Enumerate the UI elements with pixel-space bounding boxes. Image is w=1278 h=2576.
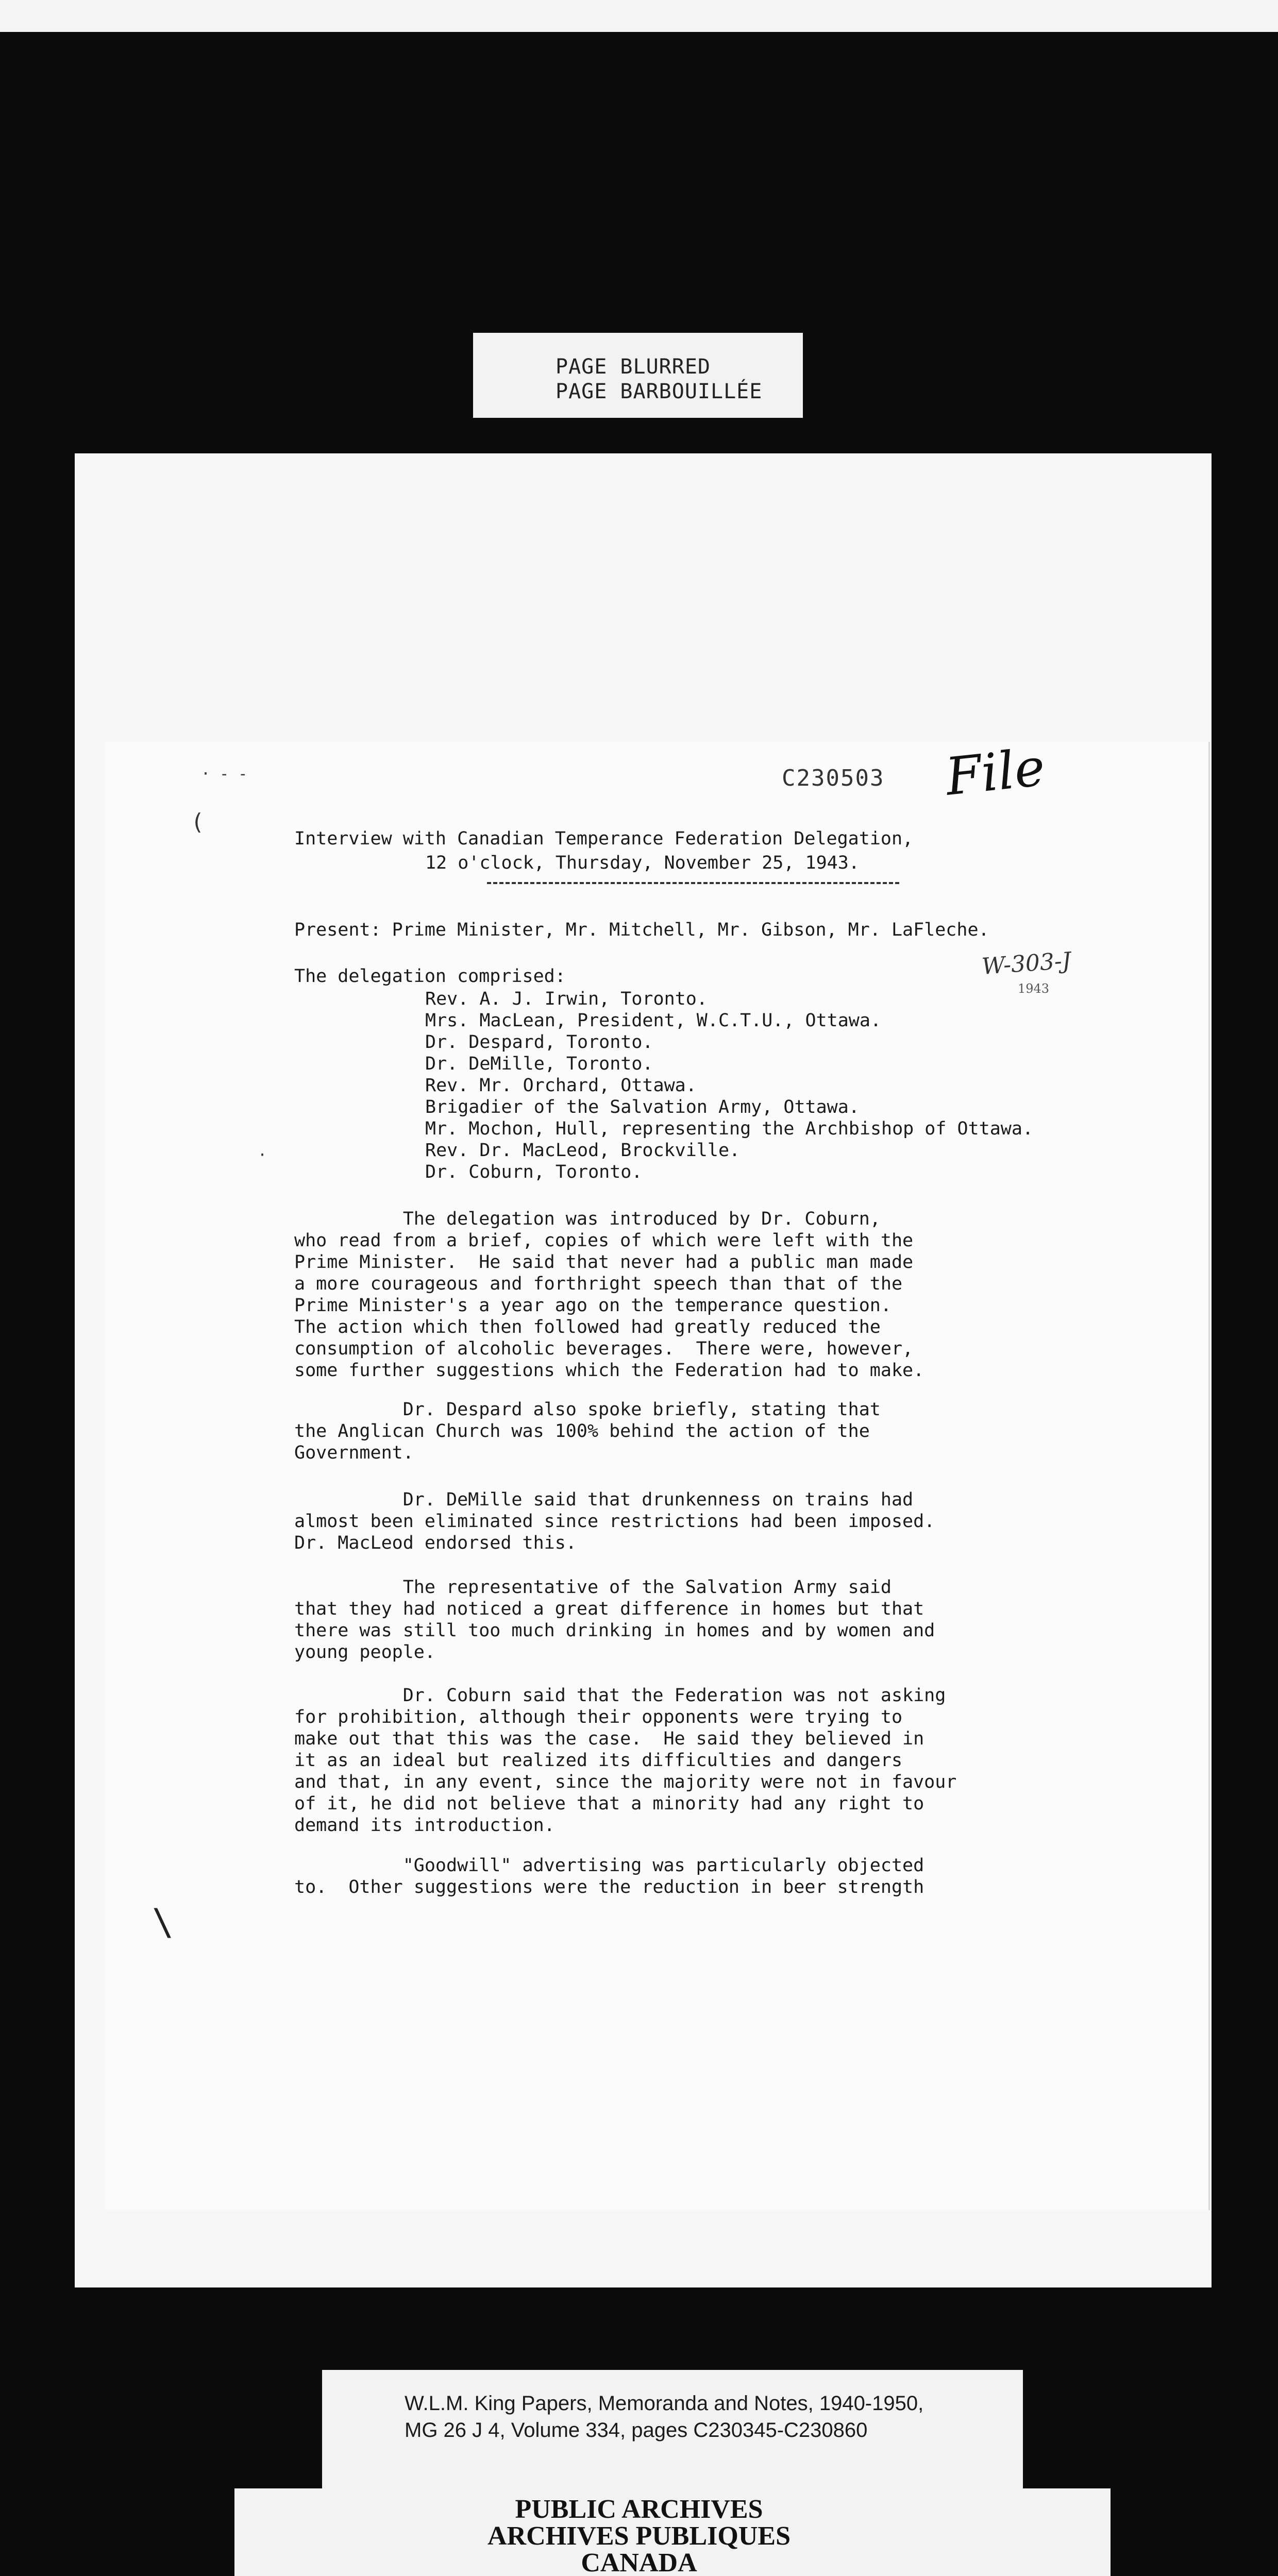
text-line: young people.	[294, 1642, 435, 1663]
blurred-label-fr: PAGE BARBOUILLÉE	[556, 380, 763, 403]
archives-english: PUBLIC ARCHIVES	[515, 2495, 763, 2524]
text-line: Prime Minister. He said that never had a public man made	[294, 1252, 914, 1273]
text-line: to. Other suggestions were the reduction in beer strength	[294, 1877, 924, 1897]
text-line: and that, in any event, since the majority were not in favour	[294, 1772, 957, 1792]
paragraph-advertising	[294, 1855, 1212, 1898]
delegation-member: Mr. Mochon, Hull, representing the Archbishop of Ottawa.	[425, 1118, 1034, 1139]
text-line: Dr. Coburn said that the Federation was not asking	[294, 1685, 946, 1706]
delegation-member: Dr. DeMille, Toronto.	[425, 1054, 653, 1074]
text-line: make out that this was the case. He said they believed in	[294, 1728, 924, 1749]
text-line: it as an ideal but realized its difficulties and dangers	[294, 1750, 903, 1771]
text-line: that they had noticed a great difference in homes but that	[294, 1599, 924, 1619]
text-line: there was still too much drinking in homes and by women and	[294, 1620, 935, 1641]
title-underline	[487, 882, 899, 884]
delegation-list	[425, 988, 1033, 1183]
text-line: demand its introduction.	[294, 1815, 555, 1836]
delegation-member: Mrs. MacLean, President, W.C.T.U., Ottawa.	[425, 1010, 882, 1031]
text-line: some further suggestions which the Federation had to make.	[294, 1360, 924, 1381]
citation-block	[234, 2370, 1111, 2494]
archives-french: ARCHIVES PUBLIQUES	[487, 2521, 791, 2551]
delegation-member: Dr. Despard, Toronto.	[425, 1032, 653, 1053]
text-line: The representative of the Salvation Army said	[294, 1577, 892, 1598]
margin-mark: · - -	[201, 765, 248, 783]
paragraph-salvation-army	[294, 1577, 1212, 1663]
text-line: Dr. DeMille said that drunkenness on trains had	[294, 1489, 914, 1510]
delegation-member: Rev. A. J. Irwin, Toronto.	[425, 989, 708, 1009]
text-line: Government.	[294, 1443, 414, 1463]
text-line: Prime Minister's a year ago on the temperance question.	[294, 1295, 892, 1316]
archives-country: CANADA	[581, 2548, 697, 2576]
text-line: "Goodwill" advertising was particularly objected	[294, 1855, 924, 1876]
delegation-member: Brigadier of the Salvation Army, Ottawa.	[425, 1097, 860, 1117]
text-line: The action which then followed had greatly reduced the	[294, 1317, 881, 1337]
memo-title: Interview with Canadian Temperance Federation Delegation,	[294, 828, 914, 849]
text-line: of it, he did not believe that a minority had any right to	[294, 1793, 924, 1814]
present-line: Present: Prime Minister, Mr. Mitchell, Mr. Gibson, Mr. LaFleche.	[294, 920, 989, 940]
citation-line-2: MG 26 J 4, Volume 334, pages C230345-C230860	[405, 2419, 868, 2442]
paragraph-introduction	[294, 1208, 1212, 1381]
paragraph-demille	[294, 1489, 1212, 1554]
text-line: a more courageous and forthright speech than that of the	[294, 1274, 903, 1294]
paragraph-prohibition	[294, 1685, 1212, 1836]
margin-mark: (	[191, 809, 205, 835]
margin-mark: ·	[258, 1146, 267, 1164]
blurred-label-en: PAGE BLURRED	[556, 355, 711, 379]
margin-mark: \	[152, 1901, 174, 1943]
text-line: for prohibition, although their opponents were trying to	[294, 1707, 903, 1727]
document-number: C230503	[782, 765, 885, 791]
delegation-member: Dr. Coburn, Toronto.	[425, 1162, 643, 1182]
text-line: consumption of alcoholic beverages. There were, however,	[294, 1338, 914, 1359]
memo-date: 12 o'clock, Thursday, November 25, 1943.	[425, 853, 860, 873]
delegation-member: Rev. Dr. MacLeod, Brockville.	[425, 1140, 741, 1161]
page-blurred-label	[473, 333, 803, 418]
text-line: who read from a brief, copies of which were left with the	[294, 1230, 914, 1251]
delegation-heading: The delegation comprised:	[294, 966, 566, 987]
handwritten-file-note: File	[943, 737, 1048, 807]
document-page	[75, 453, 1212, 2287]
delegation-member: Rev. Mr. Orchard, Ottawa.	[425, 1075, 697, 1096]
text-line: Dr. MacLeod endorsed this.	[294, 1533, 577, 1553]
citation-line-1: W.L.M. King Papers, Memoranda and Notes, 1940-1950,	[405, 2392, 924, 2415]
text-line: the Anglican Church was 100% behind the action of the	[294, 1421, 870, 1442]
scan-top-edge	[0, 0, 1278, 32]
handwritten-year: 1943	[1018, 981, 1050, 996]
paragraph-despard	[294, 1399, 1212, 1464]
text-line: The delegation was introduced by Dr. Coburn,	[294, 1209, 881, 1229]
text-line: almost been eliminated since restrictions had been imposed.	[294, 1511, 935, 1532]
handwritten-reference: W-303-J	[981, 947, 1072, 980]
text-line: Dr. Despard also spoke briefly, stating that	[294, 1399, 881, 1420]
